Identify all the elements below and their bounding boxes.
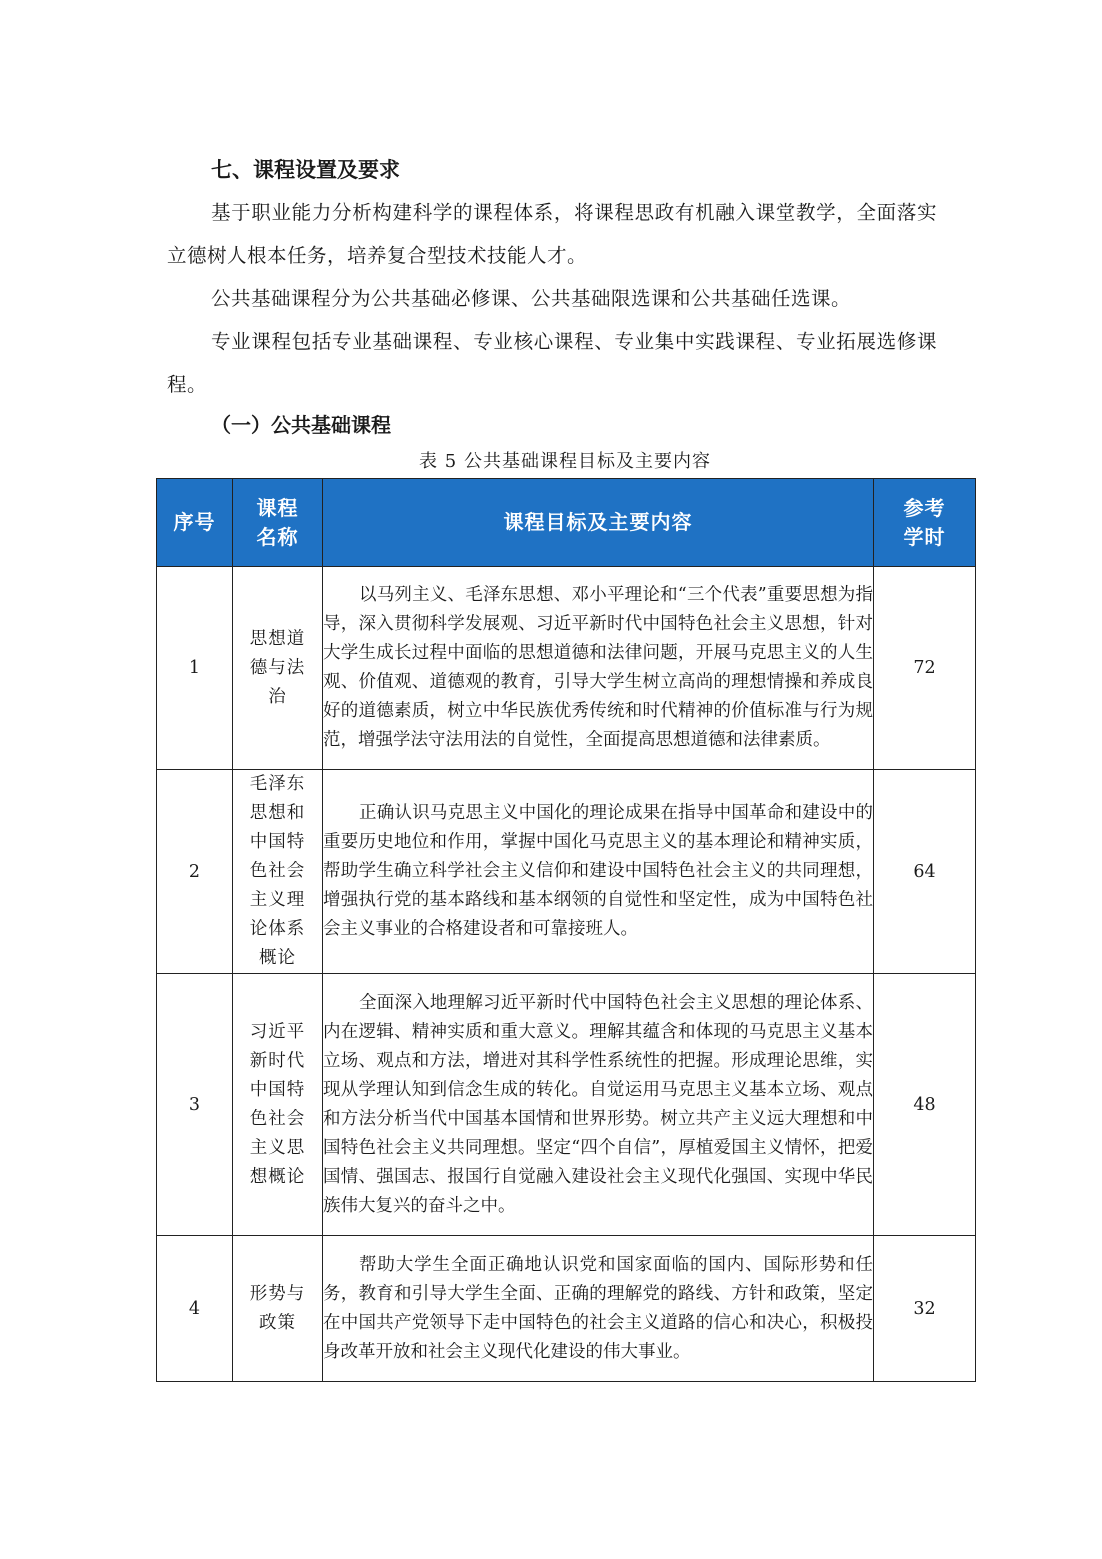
row-hours: 72 bbox=[874, 567, 976, 770]
table-row bbox=[157, 770, 976, 974]
row-course-name: 毛泽东思想和中国特色社会主义理论体系概论 bbox=[233, 770, 323, 974]
table-row bbox=[157, 1236, 976, 1382]
row-course-name: 形势与政策 bbox=[233, 1236, 323, 1382]
row-hours: 32 bbox=[874, 1236, 976, 1382]
table-caption: 表 5 公共基础课程目标及主要内容 bbox=[419, 451, 711, 472]
row-num: 2 bbox=[157, 770, 233, 974]
table-header-row bbox=[157, 479, 976, 567]
row-content: 帮助大学生全面正确地认识党和国家面临的国内、国际形势和任务，教育和引导大学生全面、正确的理解党的路线、方针和政策，坚定在中国共产党领导下走中国特色的社会主义道路的信心和决心，积极投身改革开放和社会主义现代化建设的伟大事业。 bbox=[323, 1236, 874, 1382]
header-hours: 参考学时 bbox=[874, 479, 976, 567]
row-hours: 64 bbox=[874, 770, 976, 974]
row-num: 3 bbox=[157, 974, 233, 1236]
table-row bbox=[157, 567, 976, 770]
professional-course-paragraph: 专业课程包括专业基础课程、专业核心课程、专业集中实践课程、专业拓展选修课程。 bbox=[167, 330, 937, 396]
row-num: 4 bbox=[157, 1236, 233, 1382]
row-content: 全面深入地理解习近平新时代中国特色社会主义思想的理论体系、内在逻辑、精神实质和重大意义。理解其蕴含和体现的马克思主义基本立场、观点和方法，增进对其科学性系统性的把握。形成理论思维，实现从学理认知到信念生成的转化。自觉运用马克思主义基本立场、观点和方法分析当代中国基本国情和世界形势。树立共产主义远大理想和中国特色社会主义共同理想。坚定“四个自信”，厚植爱国主义情怀，把爱国情、强国志、报国行自觉融入建设社会主义现代化强国、实现中华民族伟大复兴的奋斗之中。 bbox=[323, 974, 874, 1236]
row-num: 1 bbox=[157, 567, 233, 770]
header-content: 课程目标及主要内容 bbox=[323, 479, 874, 567]
row-course-name: 习近平新时代中国特色社会主义思想概论 bbox=[233, 974, 323, 1236]
row-hours: 48 bbox=[874, 974, 976, 1236]
row-content: 正确认识马克思主义中国化的理论成果在指导中国革命和建设中的重要历史地位和作用，掌握中国化马克思主义的基本理论和精神实质，帮助学生确立科学社会主义信仰和建设中国特色社会主义的共同理想，增强执行党的基本路线和基本纲领的自觉性和坚定性，成为中国特色社会主义事业的合格建设者和可靠接班人。 bbox=[323, 770, 874, 974]
sub-heading: （一）公共基础课程 bbox=[211, 413, 391, 437]
header-course-name: 课程名称 bbox=[233, 479, 323, 567]
header-num: 序号 bbox=[157, 479, 233, 567]
table-row bbox=[157, 974, 976, 1236]
row-course-name: 思想道德与法治 bbox=[233, 567, 323, 770]
section-heading: 七、课程设置及要求 bbox=[211, 158, 400, 182]
public-course-paragraph: 公共基础课程分为公共基础必修课、公共基础限选课和公共基础任选课。 bbox=[211, 287, 852, 310]
row-content: 以马列主义、毛泽东思想、邓小平理论和“三个代表”重要思想为指导，深入贯彻科学发展观、习近平新时代中国特色社会主义思想，针对大学生成长过程中面临的思想道德和法律问题，开展马克思主义的人生观、价值观、道德观的教育，引导大学生树立高尚的理想情操和养成良好的道德素质，树立中华民族优秀传统和时代精神的价值标准与行为规范，增强学法守法用法的自觉性，全面提高思想道德和法律素质。 bbox=[323, 567, 874, 770]
course-table bbox=[156, 478, 976, 1382]
intro-paragraph: 基于职业能力分析构建科学的课程体系，将课程思政有机融入课堂教学，全面落实立德树人根本任务，培养复合型技术技能人才。 bbox=[167, 201, 937, 267]
